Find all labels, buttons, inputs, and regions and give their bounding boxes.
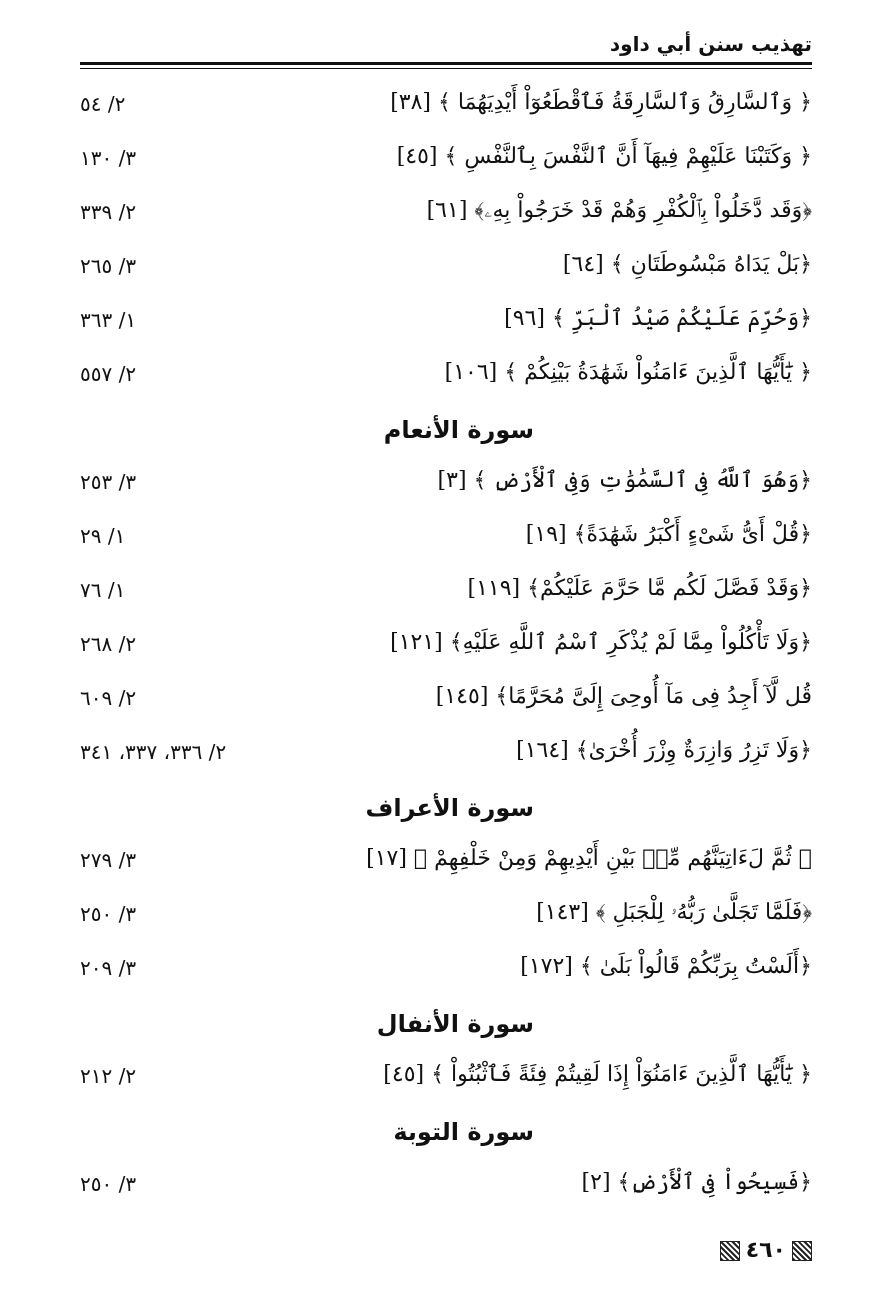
surah-heading (80, 784, 812, 838)
verse-text: ﴿وَلَا تَأْكُلُواْ مِمَّا لَمْ يُذْكَرِ ٱسْمُ ٱللَّهِ عَلَيْهِ﴾ [١٢١] (390, 630, 812, 655)
index-row (80, 244, 812, 298)
index-row (80, 1054, 812, 1108)
page-reference: ٣/ ٢٦٥ (80, 254, 137, 278)
surah-heading-text: سورة التوبة (393, 1118, 534, 1146)
page-reference: ٢/ ٢١٢ (80, 1064, 137, 1088)
verse-text: قُل لَّآ أَجِدُ فِى مَآ أُوحِىَ إِلَىَّ مُحَرَّمًا﴾ [١٤٥] (435, 684, 812, 709)
page-reference: ٣/ ٢٥٣ (80, 470, 137, 494)
ornament-icon (792, 1241, 812, 1261)
verse-text: ﴿ وَٱلسَّارِقُ وَٱلسَّارِقَةُ فَٱقْطَعُوٓاْ أَيْدِيَهُمَا ﴾ [٣٨] (390, 90, 812, 115)
index-row (80, 676, 812, 730)
verse-text: ﴿ ثُمَّ لَءَاتِيَنَّهُم مِّنۢ بَيْنِ أَيْدِيهِمْ وَمِنْ خَلْفِهِمْ ﴾ [١٧] (366, 846, 812, 871)
verse-text: ﴿فَلَمَّا تَجَلَّىٰ رَبُّهُۥ لِلْجَبَلِ ﴾ [١٤٣] (536, 900, 812, 925)
surah-heading (80, 1000, 812, 1054)
page-reference: ٢/ ٣٣٦، ٣٣٧، ٣٤١ (80, 740, 227, 764)
index-row (80, 136, 812, 190)
page-header (80, 28, 812, 66)
verse-text: ﴿وَحُرِّمَ عَلَيْكُمْ صَيْدُ ٱلْبَرِّ ﴾ [٩٦] (504, 306, 812, 331)
verse-text: ﴿وَقَد دَّخَلُواْ بِٱلْكُفْرِ وَهُمْ قَدْ خَرَجُواْ بِهِۦ﴾ [٦١] (426, 198, 812, 223)
page-reference: ٢/ ٢٦٨ (80, 632, 137, 656)
page-number: ٤٦٠ (745, 1238, 786, 1263)
page-reference: ٢/ ٣٣٩ (80, 200, 137, 224)
index-row (80, 946, 812, 1000)
page-reference: ٣/ ٢٥٠ (80, 902, 137, 926)
page-number-block (720, 1238, 812, 1263)
verse-text: ﴿ يَٰٓأَيُّهَا ٱلَّذِينَ ءَامَنُواْ شَهَٰدَةُ بَيْنِكُمْ ﴾ [١٠٦] (444, 360, 812, 385)
verse-text: ﴿ وَكَتَبْنَا عَلَيْهِمْ فِيهَآ أَنَّ ٱلنَّفْسَ بِٱلنَّفْسِ ﴾ [٤٥] (396, 144, 812, 169)
surah-heading-text: سورة الأنعام (383, 416, 534, 444)
index-row (80, 568, 812, 622)
index-row (80, 190, 812, 244)
verse-text: ﴿قُلْ أَىُّ شَىْءٍ أَكْبَرُ شَهَٰدَةً﴾ [١٩] (525, 522, 812, 547)
index-row (80, 514, 812, 568)
header-rule-thick (80, 62, 812, 65)
index-row (80, 460, 812, 514)
verse-text: ﴿بَلْ يَدَاهُ مَبْسُوطَتَانِ ﴾ [٦٤] (562, 252, 812, 277)
index-row (80, 1162, 812, 1216)
index-row (80, 730, 812, 784)
index-row (80, 352, 812, 406)
index-row (80, 838, 812, 892)
ornament-icon (720, 1241, 740, 1261)
header-rule-thin (80, 68, 812, 69)
verse-text: ﴿وَهُوَ ٱللَّهُ فِى ٱلسَّمَٰوَٰتِ وَفِى ٱلْأَرْضِ ﴾ [٣] (437, 468, 812, 493)
verse-text: ﴿وَقَدْ فَصَّلَ لَكُم مَّا حَرَّمَ عَلَيْكُمْ﴾ [١١٩] (467, 576, 812, 601)
page-reference: ٣/ ٢٥٠ (80, 1172, 137, 1196)
page-reference: ٣/ ١٣٠ (80, 146, 137, 170)
page-reference: ٢/ ٥٤ (80, 92, 126, 116)
surah-heading-text: سورة الأنفال (376, 1010, 534, 1038)
verse-text: ﴿وَلَا تَزِرُ وَازِرَةٌ وِزْرَ أُخْرَىٰ﴾ [١٦٤] (516, 738, 812, 763)
page-reference: ٢/ ٥٥٧ (80, 362, 137, 386)
index-content (80, 82, 812, 1216)
index-row (80, 298, 812, 352)
verse-text: ﴿ يَٰٓأَيُّهَا ٱلَّذِينَ ءَامَنُوٓاْ إِذَا لَقِيتُمْ فِئَةً فَٱثْبُتُواْ ﴾ [٤٥] (383, 1062, 812, 1087)
index-row (80, 82, 812, 136)
book-title: تهذيب سنن أبي داود (609, 32, 812, 56)
verse-text: ﴿فَسِيحُواْ فِى ٱلْأَرْضِ﴾ [٢] (581, 1170, 812, 1195)
page-reference: ٣/ ٢٠٩ (80, 956, 137, 980)
surah-heading (80, 406, 812, 460)
verse-text: ﴿أَلَسْتُ بِرَبِّكُمْ قَالُواْ بَلَىٰ ﴾ [١٧٢] (520, 954, 812, 979)
page-reference: ١/ ٣٦٣ (80, 308, 137, 332)
surah-heading-text: سورة الأعراف (365, 794, 534, 822)
page-reference: ١/ ٧٦ (80, 578, 126, 602)
index-row (80, 892, 812, 946)
page-reference: ٢/ ٦٠٩ (80, 686, 137, 710)
page-reference: ١/ ٢٩ (80, 524, 126, 548)
index-row (80, 622, 812, 676)
surah-heading (80, 1108, 812, 1162)
page-reference: ٣/ ٢٧٩ (80, 848, 137, 872)
